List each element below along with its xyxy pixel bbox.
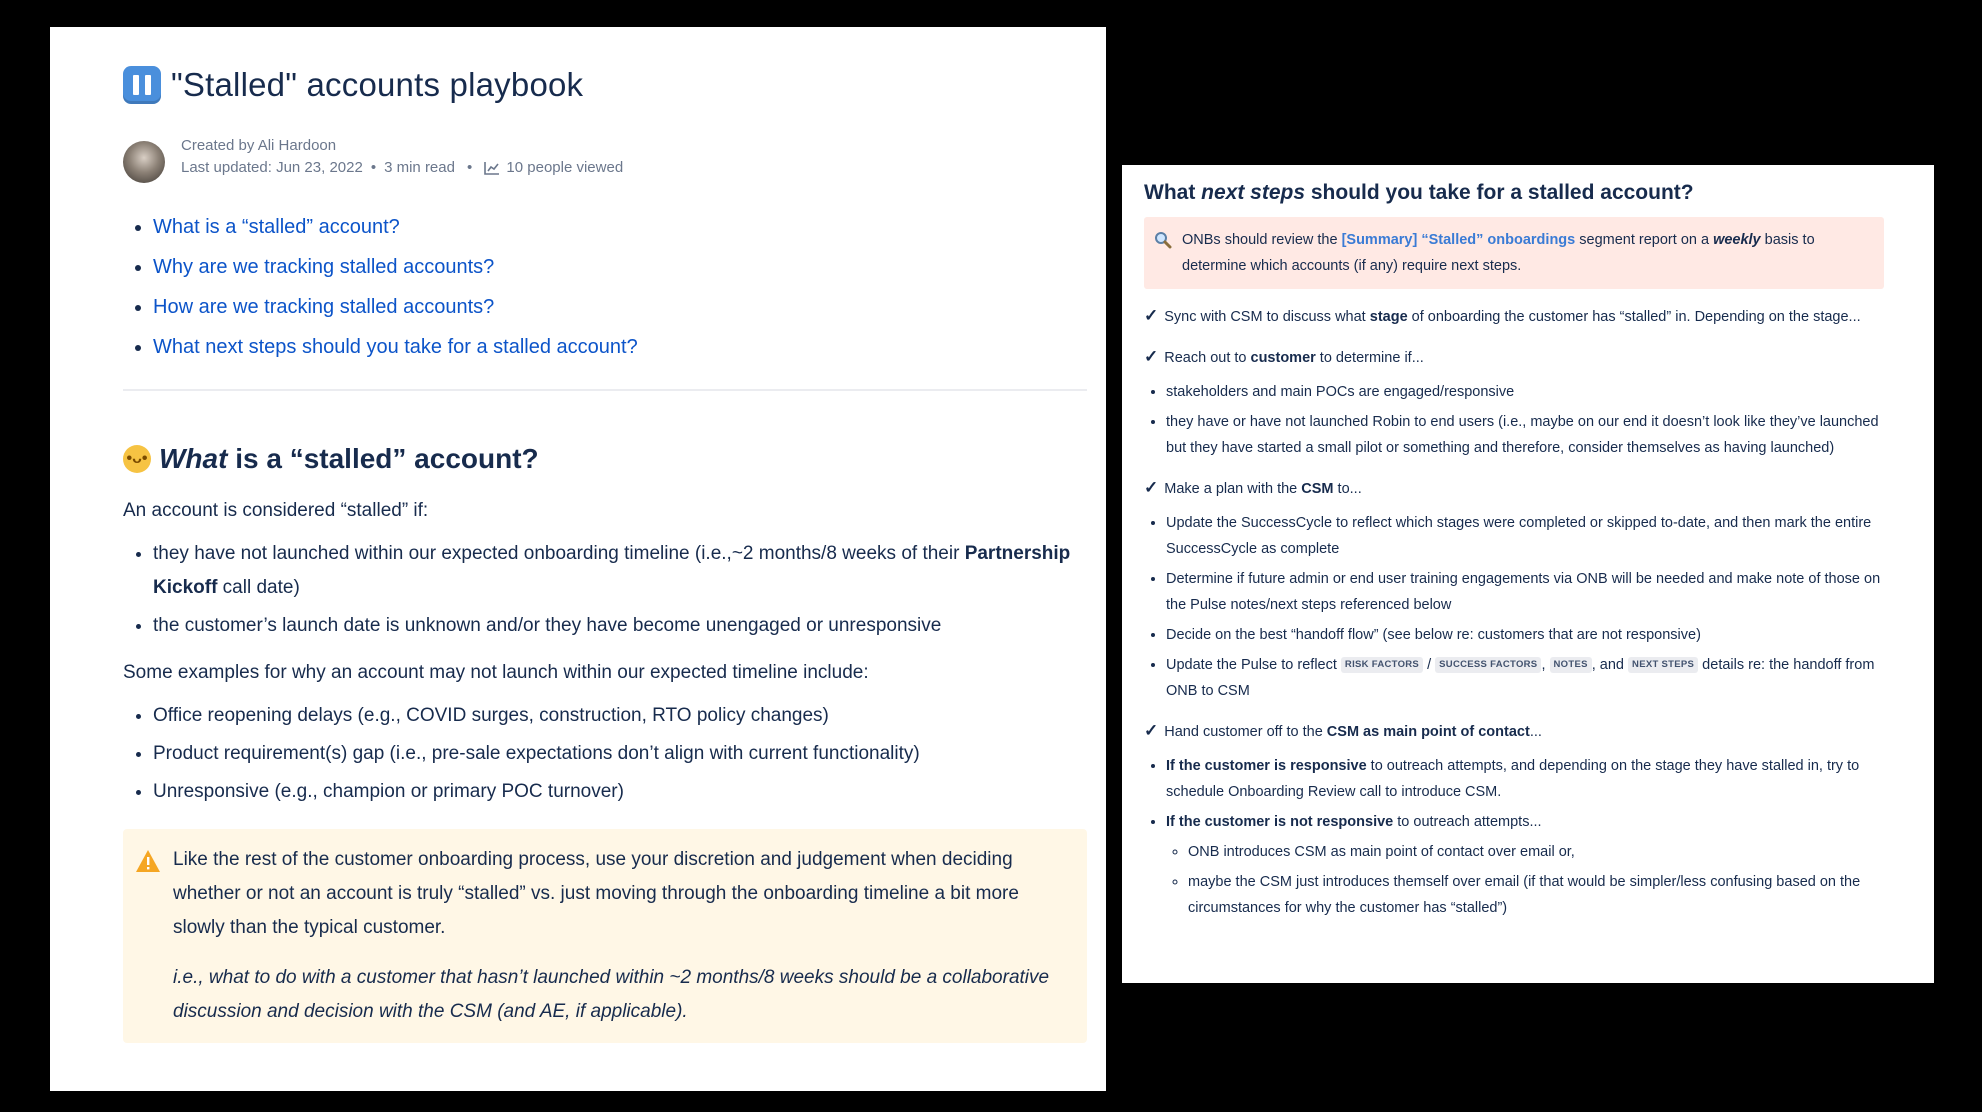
created-by: Created by Ali Hardoon [181,137,337,154]
nonresponsive-sublist [1166,839,1884,921]
section-heading-em: What [159,443,228,474]
step-make-plan [1144,475,1884,502]
criteria-bold: Partnership Kickoff [153,543,1071,598]
left-document-panel [50,27,1106,1091]
section-heading [123,443,1087,475]
status-badge: RISK FACTORS [1341,657,1423,673]
step-bold: CSM as main point of contact [1326,724,1530,740]
step-text: Reach out to [1164,350,1251,366]
panel-text: basis to determine which accounts (if any) require next steps. [1182,232,1815,274]
last-updated[interactable]: Last updated: Jun 23, 2022 [181,159,363,176]
toc-link-next-steps[interactable]: What next steps should you take for a stalled account? [153,336,638,358]
step-text: Make a plan with the [1164,481,1302,497]
list-item: • Office reopening delays (e.g., COVID surges, construction, RTO policy changes) [153,699,1087,733]
handoff-text: to outreach attempts... [1393,814,1542,830]
step-reach-out [1144,344,1884,371]
heading-text: should you take for a stalled account? [1305,181,1694,204]
checkmark-icon: ✓ [1144,347,1159,366]
list-item: • Determine if future admin or end user training engagements via ONB will be needed and make note of those on the Pulse notes/next steps referenced below [1166,566,1884,618]
next-steps-heading [1144,177,1884,209]
panel-text: ONBs should review the [1182,232,1342,248]
pause-icon [123,66,161,104]
page-header [123,57,1087,113]
handoff-list [1144,753,1884,921]
step-handoff [1144,718,1884,745]
step-text: Hand customer off to the [1164,724,1327,740]
warning-callout [123,829,1087,1043]
heading-text: What [1144,181,1202,204]
step-text: Sync with CSM to discuss what [1164,309,1370,325]
checkmark-icon: ✓ [1144,721,1159,740]
avatar[interactable] [123,141,165,183]
checkmark-icon: ✓ [1144,478,1159,497]
list-item [1166,753,1884,805]
intro-text: An account is considered “stalled” if: [123,500,429,521]
status-badge: NEXT STEPS [1628,657,1698,673]
handoff-bold: If the customer is responsive [1166,758,1367,774]
pulse-text: details re: the handoff from ONB to CSM [1166,657,1875,699]
list-item: • the customer’s launch date is unknown and/or they have become unengaged or unresponsive [153,609,1087,643]
step-bold: CSM [1301,481,1334,497]
byline: Created by Ali Hardoon Last updated: Jun 23, 2022 • 3 min read • 10 people viewed [123,135,1087,183]
read-time: 3 min read [384,159,455,176]
list-item: • they have or have not launched Robin to end users (i.e., maybe on our end it doesn’t look like they’ve launched but they have started a small pilot or something and therefore, consider themselves as having launched) [1166,409,1884,461]
toc-item [153,287,1087,327]
toc-link-why-tracking[interactable]: Why are we tracking stalled accounts? [153,256,495,278]
plan-list [1144,510,1884,704]
step-text: ... [1529,724,1542,740]
people-viewed[interactable]: 10 people viewed [506,159,624,176]
step-sync-csm [1144,303,1884,330]
reach-out-list [1144,379,1884,461]
thinking-face-icon: •ᴗ• [123,445,151,473]
status-badge: SUCCESS FACTORS [1435,657,1541,673]
list-item [153,537,1087,605]
separator-text: / [1423,657,1436,673]
list-item: ◦ ONB introduces CSM as main point of contact over email or, [1188,839,1884,865]
status-badge: NOTES [1550,657,1592,673]
pulse-text: Update the Pulse to reflect [1166,657,1341,673]
list-item [1166,809,1884,921]
step-bold: stage [1369,309,1408,325]
info-panel [1144,217,1884,289]
right-document-panel [1122,165,1934,983]
toc-item [153,327,1087,367]
list-item: • Update the SuccessCycle to reflect which stages were completed or skipped to-date, and then mark the entire SuccessCycle as complete [1166,510,1884,562]
callout-text: Like the rest of the customer onboarding process, use your discretion and judgement when deciding whether or not an account is truly “stalled” vs. just moving through the onboarding timeline a bit more slowly than the typical customer. [173,849,1019,938]
list-item: • stakeholders and main POCs are engaged/responsive [1166,379,1884,405]
separator-text: , and [1591,657,1629,673]
criteria-text: they have not launched within our expected onboarding timeline (i.e.,~2 months/8 weeks of their [153,543,965,564]
panel-em: weekly [1713,232,1761,248]
warning-icon [135,849,161,873]
toc-link-how-tracking[interactable]: How are we tracking stalled accounts? [153,296,495,318]
callout-note: i.e., what to do with a customer that hasn’t launched within ~2 months/8 weeks should be a collaborative discussion and decision with the CSM (and AE, if applicable). [173,967,1050,1022]
criteria-text: call date) [217,577,300,598]
handoff-text: to outreach attempts, and depending on the stage they have stalled in, try to schedule Onboarding Review call to introduce CSM. [1166,758,1860,800]
section-heading-rest: is a “stalled” account? [227,443,539,474]
toc-item [153,207,1087,247]
summary-report-link[interactable]: [Summary] “Stalled” onboardings [1341,232,1576,248]
toc-item [153,247,1087,287]
list-item: • Product requirement(s) gap (i.e., pre-sale expectations don’t align with current functionality) [153,737,1087,771]
criteria-list [123,537,1087,643]
magnifying-glass-icon [1154,231,1172,249]
checkmark-icon: ✓ [1144,306,1159,325]
list-item: ◦ maybe the CSM just introduces themself over email (if that would be simpler/less confusing based on the circumstances for why the customer has “stalled”) [1188,869,1884,921]
toc-link-what-is[interactable]: What is a “stalled” account? [153,216,400,238]
step-text: of onboarding the customer has “stalled” in. Depending on the stage... [1407,309,1861,325]
list-item: • Unresponsive (e.g., champion or primary POC turnover) [153,775,1087,809]
divider [123,389,1087,391]
step-text: to determine if... [1315,350,1424,366]
table-of-contents [123,207,1087,367]
heading-em: next steps [1201,181,1306,204]
examples-list [123,699,1087,809]
panel-text: segment report on a [1575,232,1714,248]
analytics-icon [484,161,500,175]
handoff-bold: If the customer is not responsive [1166,814,1394,830]
examples-intro: Some examples for why an account may not launch within our expected timeline include: [123,662,869,683]
separator-text: , [1541,657,1550,673]
step-bold: customer [1250,350,1316,366]
step-text: to... [1333,481,1362,497]
list-item: • Decide on the best “handoff flow” (see below re: customers that are not responsive) [1166,622,1884,648]
list-item [1166,652,1884,704]
page-title: "Stalled" accounts playbook [171,66,584,103]
